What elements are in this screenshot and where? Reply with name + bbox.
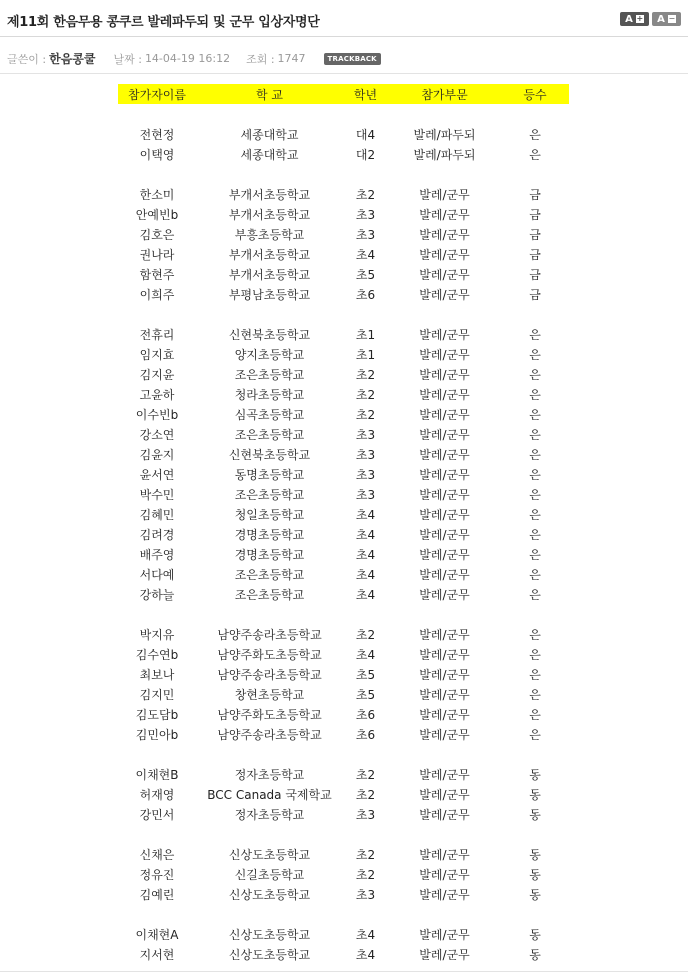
category: 발레/군무 (419, 507, 470, 522)
award: 은 (529, 487, 541, 502)
table-row (118, 864, 569, 884)
category: 발레/군무 (419, 547, 470, 562)
school-name: 조은초등학교 (234, 367, 305, 382)
grade: 초2 (355, 867, 376, 882)
table-row (118, 324, 569, 344)
category: 발레/군무 (419, 707, 470, 722)
category: 발레/군무 (419, 867, 470, 882)
school-name: 창현초등학교 (234, 687, 305, 702)
group-spacer (118, 164, 569, 184)
category: 발레/군무 (419, 267, 470, 282)
grade: 초2 (355, 767, 376, 782)
award: 은 (529, 387, 541, 402)
table-row (118, 704, 569, 724)
award: 은 (529, 467, 541, 482)
grade: 초4 (355, 927, 376, 942)
table-row (118, 224, 569, 244)
author-name[interactable]: 한음콩쿨 (49, 52, 96, 66)
school-name: 부흥초등학교 (234, 227, 305, 242)
school-name: 부개서초등학교 (228, 207, 311, 222)
school-name: 신상도초등학교 (228, 927, 311, 942)
spacer-cell (118, 824, 569, 844)
category: 발레/군무 (419, 427, 470, 442)
participant-name: 서다예 (139, 567, 175, 582)
spacer-cell (118, 104, 569, 124)
views-label: 조회 : (246, 52, 275, 66)
school-name: BCC Canada 국제학교 (207, 787, 332, 802)
table-row (118, 284, 569, 304)
category: 발레/군무 (419, 207, 470, 222)
category: 발레/군무 (419, 247, 470, 262)
grade: 초4 (355, 527, 376, 542)
school-name: 세종대학교 (240, 127, 299, 142)
grade: 초3 (355, 487, 376, 502)
award: 은 (529, 547, 541, 562)
grade: 초2 (355, 367, 376, 382)
date-label: 날짜 : (113, 52, 142, 66)
font-size-controls (620, 12, 681, 26)
participant-name: 배주영 (139, 547, 175, 562)
trackback-button[interactable]: TRACKBACK (324, 53, 381, 65)
grade: 초4 (355, 507, 376, 522)
table-row (118, 444, 569, 464)
view-count: 1747 (277, 52, 306, 65)
table-row (118, 884, 569, 904)
grade: 대4 (355, 127, 376, 142)
participant-name: 함현주 (139, 267, 175, 282)
school-name: 청일초등학교 (234, 507, 305, 522)
school-name: 신현북초등학교 (228, 447, 311, 462)
table-row (118, 664, 569, 684)
group-spacer (118, 824, 569, 844)
group-spacer (118, 304, 569, 324)
award: 금 (529, 247, 541, 262)
school-name: 동명초등학교 (234, 467, 305, 482)
participant-name: 이채현B (135, 767, 179, 782)
award: 은 (529, 447, 541, 462)
award: 은 (529, 667, 541, 682)
participant-name: 허재영 (139, 787, 175, 802)
category: 발레/군무 (419, 687, 470, 702)
grade: 초4 (355, 947, 376, 962)
award: 동 (529, 807, 541, 822)
grade: 초4 (355, 587, 376, 602)
award: 동 (529, 787, 541, 802)
table-row (118, 464, 569, 484)
school-name: 부개서초등학교 (228, 267, 311, 282)
grade: 초6 (355, 287, 376, 302)
grade: 초4 (355, 247, 376, 262)
table-row (118, 344, 569, 364)
table-row (118, 764, 569, 784)
table-row (118, 144, 569, 164)
table-row (118, 124, 569, 144)
grade: 초2 (355, 847, 376, 862)
grade: 초5 (355, 667, 376, 682)
header-cell: 학 교 (196, 84, 343, 104)
school-name: 부평남초등학교 (228, 287, 311, 302)
participant-name: 이택영 (139, 147, 175, 162)
category: 발레/군무 (419, 287, 470, 302)
school-name: 남양주화도초등학교 (217, 647, 322, 662)
table-row (118, 564, 569, 584)
grade: 초2 (355, 787, 376, 802)
award: 은 (529, 427, 541, 442)
school-name: 경명초등학교 (234, 527, 305, 542)
table-row (118, 244, 569, 264)
award: 은 (529, 707, 541, 722)
category: 발레/군무 (419, 387, 470, 402)
award: 은 (529, 727, 541, 742)
participant-name: 안예빈b (135, 207, 179, 222)
school-name: 남양주송라초등학교 (217, 627, 322, 642)
header-cell: 학년 (343, 84, 388, 104)
award: 금 (529, 207, 541, 222)
grade: 초3 (355, 887, 376, 902)
school-name: 조은초등학교 (234, 487, 305, 502)
author-label: 글쓴이 : (7, 52, 47, 66)
school-name: 남양주송라초등학교 (217, 727, 322, 742)
grade: 초2 (355, 387, 376, 402)
award: 은 (529, 367, 541, 382)
divider (0, 971, 688, 972)
participant-name: 윤서연 (139, 467, 175, 482)
school-name: 남양주화도초등학교 (217, 707, 322, 722)
category: 발레/파두되 (413, 147, 476, 162)
spacer-cell (118, 904, 569, 924)
school-name: 남양주송라초등학교 (217, 667, 322, 682)
participant-name: 정유진 (139, 867, 175, 882)
grade: 초3 (355, 447, 376, 462)
category: 발레/군무 (419, 767, 470, 782)
award: 은 (529, 127, 541, 142)
table-row (118, 544, 569, 564)
award: 은 (529, 687, 541, 702)
award: 은 (529, 567, 541, 582)
grade: 초1 (355, 347, 376, 362)
participant-name: 김려경 (139, 527, 175, 542)
school-name: 신상도초등학교 (228, 947, 311, 962)
participant-name: 김도담b (135, 707, 179, 722)
award: 은 (529, 147, 541, 162)
category: 발레/군무 (419, 347, 470, 362)
category: 발레/군무 (419, 567, 470, 582)
award: 은 (529, 507, 541, 522)
grade: 초3 (355, 427, 376, 442)
award: 은 (529, 527, 541, 542)
school-name: 신상도초등학교 (228, 887, 311, 902)
table-row (118, 504, 569, 524)
table-row (118, 644, 569, 664)
school-name: 정자초등학교 (234, 767, 305, 782)
school-name: 부개서초등학교 (228, 187, 311, 202)
award: 동 (529, 767, 541, 782)
award: 동 (529, 927, 541, 942)
font-larger-label: A (625, 13, 633, 25)
school-name: 심곡초등학교 (234, 407, 305, 422)
school-name: 신상도초등학교 (228, 847, 311, 862)
participant-name: 임지효 (139, 347, 175, 362)
award: 동 (529, 847, 541, 862)
table-row (118, 684, 569, 704)
school-name: 조은초등학교 (234, 427, 305, 442)
table-row (118, 784, 569, 804)
participant-name: 권나라 (139, 247, 175, 262)
participant-name: 김수연b (135, 647, 179, 662)
participant-name: 강민서 (139, 807, 175, 822)
participant-name: 한소미 (139, 187, 175, 202)
table-row (118, 944, 569, 964)
award: 금 (529, 267, 541, 282)
participant-name: 이채현A (135, 927, 179, 942)
table-row (118, 404, 569, 424)
grade: 초3 (355, 467, 376, 482)
grade: 초5 (355, 687, 376, 702)
award: 은 (529, 647, 541, 662)
table-row (118, 624, 569, 644)
award: 은 (529, 407, 541, 422)
post-header (0, 0, 688, 37)
grade: 초1 (355, 327, 376, 342)
table-row (118, 204, 569, 224)
divider (0, 73, 688, 74)
category: 발레/군무 (419, 367, 470, 382)
category: 발레/군무 (419, 667, 470, 682)
award: 은 (529, 347, 541, 362)
participant-name: 김혜민 (139, 507, 175, 522)
table-row (118, 264, 569, 284)
group-spacer (118, 104, 569, 124)
category: 발레/군무 (419, 647, 470, 662)
post-meta (7, 50, 381, 67)
table-row (118, 924, 569, 944)
participant-name: 김예린 (139, 887, 175, 902)
table-row (118, 484, 569, 504)
participant-name: 강하늘 (139, 587, 175, 602)
award: 동 (529, 887, 541, 902)
grade: 초4 (355, 647, 376, 662)
award: 동 (529, 867, 541, 882)
school-name: 신현북초등학교 (228, 327, 311, 342)
spacer-cell (118, 604, 569, 624)
category: 발레/군무 (419, 787, 470, 802)
grade: 초6 (355, 727, 376, 742)
grade: 초5 (355, 267, 376, 282)
category: 발레/군무 (419, 587, 470, 602)
award: 금 (529, 187, 541, 202)
grade: 대2 (355, 147, 376, 162)
participant-name: 김민아b (135, 727, 179, 742)
school-name: 세종대학교 (240, 147, 299, 162)
school-name: 조은초등학교 (234, 567, 305, 582)
grade: 초2 (355, 187, 376, 202)
minus-icon: − (668, 14, 676, 23)
award: 은 (529, 587, 541, 602)
award: 동 (529, 947, 541, 962)
participant-name: 고윤하 (139, 387, 175, 402)
category: 발레/군무 (419, 527, 470, 542)
participant-name: 김지민 (139, 687, 175, 702)
participant-name: 강소연 (139, 427, 175, 442)
table-row (118, 364, 569, 384)
category: 발레/군무 (419, 947, 470, 962)
table-row (118, 844, 569, 864)
grade: 초4 (355, 547, 376, 562)
category: 발레/군무 (419, 487, 470, 502)
award: 은 (529, 327, 541, 342)
table-row (118, 804, 569, 824)
post-date: 14-04-19 16:12 (144, 52, 231, 65)
school-name: 조은초등학교 (234, 587, 305, 602)
group-spacer (118, 904, 569, 924)
participant-name: 박수민 (139, 487, 175, 502)
table-row (118, 584, 569, 604)
grade: 초3 (355, 227, 376, 242)
award: 금 (529, 227, 541, 242)
table-row (118, 384, 569, 404)
category: 발레/군무 (419, 927, 470, 942)
table-row (118, 724, 569, 744)
award: 은 (529, 627, 541, 642)
school-name: 부개서초등학교 (228, 247, 311, 262)
group-spacer (118, 604, 569, 624)
school-name: 신길초등학교 (234, 867, 305, 882)
table-row (118, 424, 569, 444)
plus-icon: + (636, 14, 644, 23)
participant-name: 전현정 (139, 127, 175, 142)
grade: 초3 (355, 807, 376, 822)
participant-name: 지서현 (139, 947, 175, 962)
participant-name: 김지윤 (139, 367, 175, 382)
font-smaller-button[interactable] (652, 12, 681, 26)
school-name: 정자초등학교 (234, 807, 305, 822)
grade: 초2 (355, 407, 376, 422)
category: 발레/파두되 (413, 127, 476, 142)
header-cell: 참가자이름 (118, 84, 196, 104)
table-row (118, 184, 569, 204)
font-smaller-label: A (657, 13, 665, 25)
font-larger-button[interactable] (620, 12, 649, 26)
participant-name: 김윤지 (139, 447, 175, 462)
category: 발레/군무 (419, 467, 470, 482)
category: 발레/군무 (419, 227, 470, 242)
table-row (118, 524, 569, 544)
participant-name: 이수빈b (135, 407, 179, 422)
category: 발레/군무 (419, 407, 470, 422)
participant-name: 이희주 (139, 287, 175, 302)
participant-name: 신채은 (139, 847, 175, 862)
header-cell: 참가부문 (388, 84, 501, 104)
school-name: 양지초등학교 (234, 347, 305, 362)
school-name: 경명초등학교 (234, 547, 305, 562)
category: 발레/군무 (419, 887, 470, 902)
category: 발레/군무 (419, 187, 470, 202)
category: 발레/군무 (419, 327, 470, 342)
post-title: 제11회 한음무용 콩쿠르 발레파두되 및 군무 입상자명단 (7, 15, 320, 30)
category: 발레/군무 (419, 727, 470, 742)
participant-name: 전휴리 (139, 327, 175, 342)
grade: 초3 (355, 207, 376, 222)
table-header-row (118, 84, 569, 104)
category: 발레/군무 (419, 847, 470, 862)
participant-name: 김호은 (139, 227, 175, 242)
category: 발레/군무 (419, 807, 470, 822)
participant-name: 박지유 (139, 627, 175, 642)
award: 금 (529, 287, 541, 302)
category: 발레/군무 (419, 627, 470, 642)
spacer-cell (118, 164, 569, 184)
header-cell: 등수 (501, 84, 569, 104)
spacer-cell (118, 304, 569, 324)
group-spacer (118, 744, 569, 764)
spacer-cell (118, 744, 569, 764)
school-name: 청라초등학교 (234, 387, 305, 402)
participant-name: 최보나 (139, 667, 175, 682)
grade: 초2 (355, 627, 376, 642)
grade: 초6 (355, 707, 376, 722)
winners-table (118, 84, 569, 964)
grade: 초4 (355, 567, 376, 582)
category: 발레/군무 (419, 447, 470, 462)
